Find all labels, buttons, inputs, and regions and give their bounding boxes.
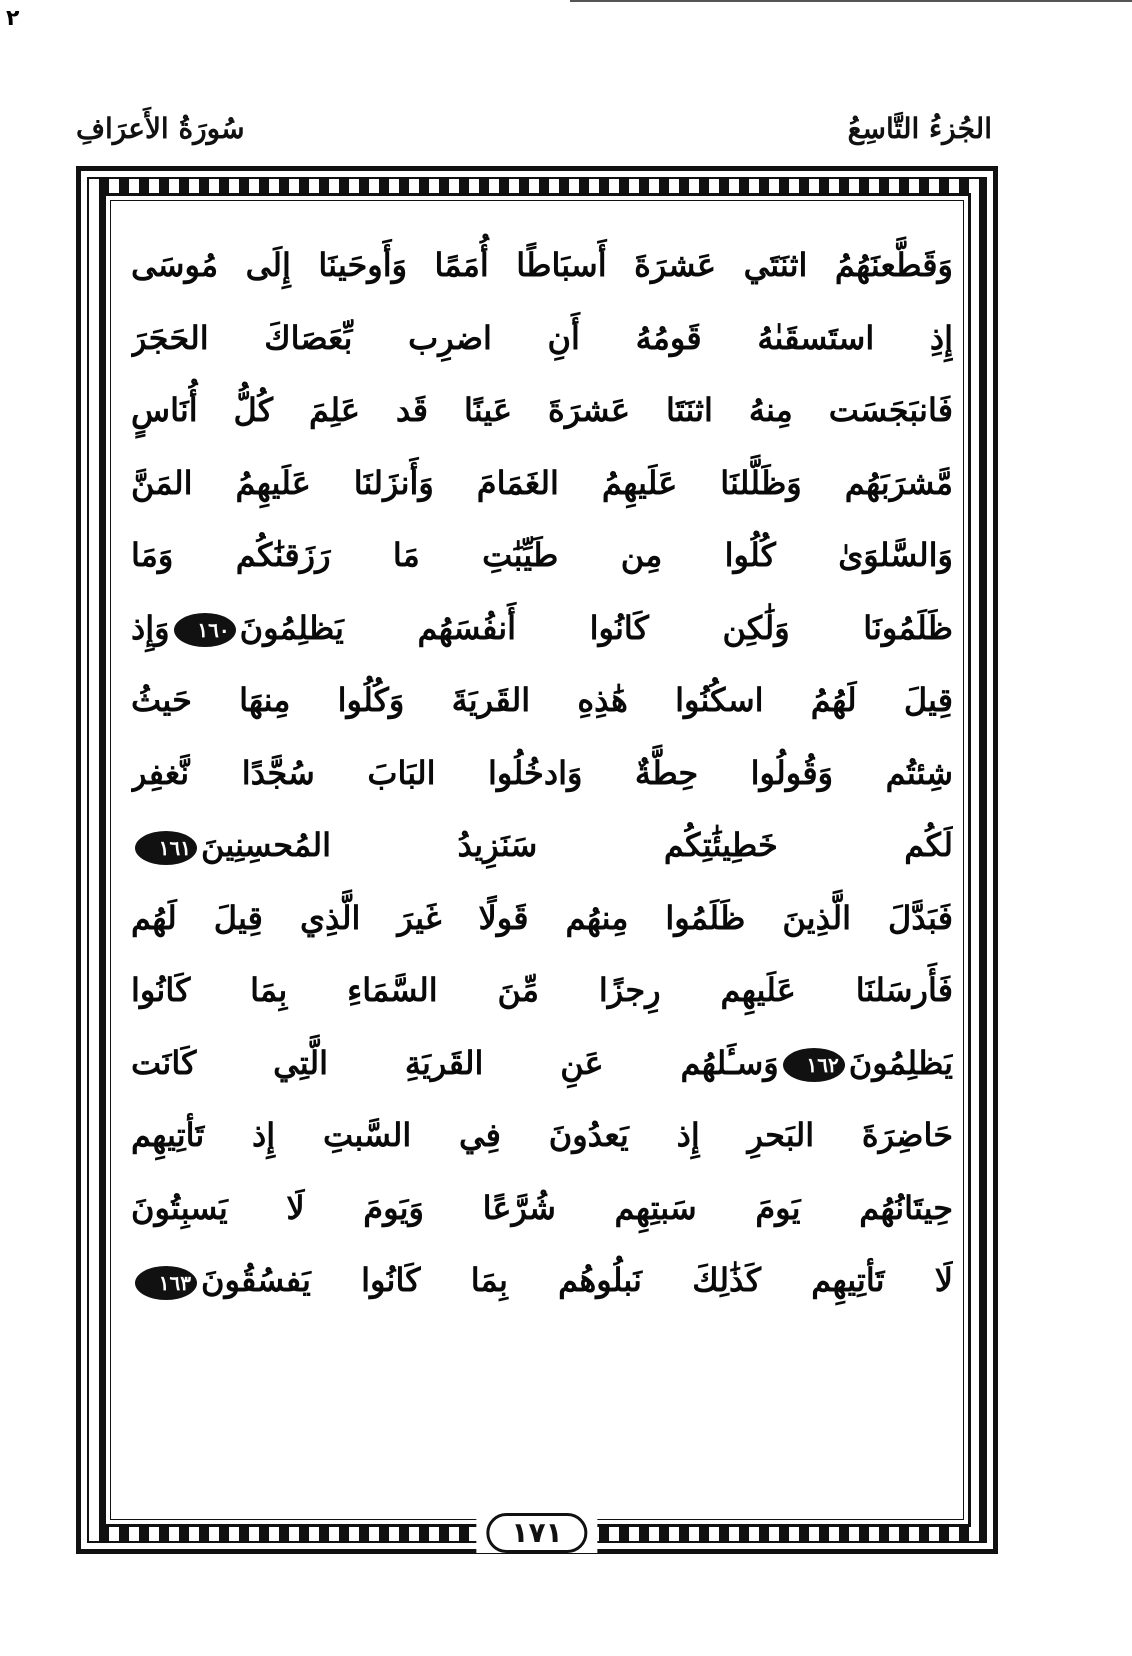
page-frame [76,166,998,1554]
ayah-number-marker: ١٦٠ [174,613,236,647]
verse-line [131,1027,953,1100]
verse-line [131,954,953,1027]
verse-text-area [131,229,953,1317]
verse-text: حِيتَانُهُم يَومَ سَبتِهِم شُرَّعًا وَيَومَ لَا يَسبِتُونَ [131,1188,953,1227]
verse-text: وَقَطَّعنَهُمُ اثنَتَي عَشرَةَ أَسبَاطًا أُمَمًا وَأَوحَينَا إِلَى مُوسَى [131,246,953,284]
verse-text: حَاضِرَةَ البَحرِ إِذ يَعدُونَ فِي السَّبتِ إِذ تَأتِيهِم [131,1116,953,1154]
verse-line [131,1172,953,1245]
verse-text: فَبَدَّلَ الَّذِينَ ظَلَمُوا مِنهُم قَولًا غَيرَ الَّذِي قِيلَ لَهُم [131,898,953,937]
verse-text-continued: وَإِذ [131,608,170,647]
verse-line [131,519,953,592]
verse-line [131,882,953,955]
verse-text-continued: وَسـَٔلهُم عَنِ القَريَةِ الَّتِي كَانَت [131,1043,779,1082]
ayah-number-marker: ١٦٣ [135,1266,197,1300]
page-number-wrap [476,1513,597,1553]
verse-text: ظَلَمُونَا وَلَٰكِن كَانُوا أَنفُسَهُم يَظلِمُونَ [239,608,953,647]
verse-text: فَأَرسَلنَا عَلَيهِم رِجزًا مِّنَ السَّمَاءِ بِمَا كَانُوا [131,971,953,1009]
verse-line [131,1099,953,1172]
verse-line [131,737,953,810]
ayah-number-marker: ١٦١ [135,831,197,865]
verse-line [131,229,953,302]
verse-text: فَانبَجَسَت مِنهُ اثنَتَا عَشرَةَ عَينًا قَد عَلِمَ كُلُّ أُنَاسٍ [131,391,953,429]
page-header [76,108,992,154]
verse-line [131,447,953,520]
verse-text: قِيلَ لَهُمُ اسكُنُوا هَٰذِهِ القَريَةَ وَكُلُوا مِنهَا حَيثُ [131,681,953,719]
top-rule [570,0,1132,2]
surah-title: سُورَةُ الأَعرَافِ [76,112,245,145]
juz-title: الجُزءُ التَّاسِعُ [847,112,992,145]
verse-text: يَظلِمُونَ [848,1043,953,1082]
verse-line [131,1244,953,1317]
verse-text: إِذِ استَسقَىٰهُ قَومُهُ أَنِ اضرِب بِّعَصَاكَ الحَجَرَ [131,318,953,357]
verse-line [131,302,953,375]
verse-text: لَا تَأتِيهِم كَذَٰلِكَ نَبلُوهُم بِمَا كَانُوا يَفسُقُونَ [201,1261,953,1299]
corner-mark: ٢ [6,6,20,31]
verse-text: مَّشرَبَهُم وَظَلَّلنَا عَلَيهِمُ الغَمَامَ وَأَنزَلنَا عَلَيهِمُ المَنَّ [131,463,953,502]
verse-line [131,374,953,447]
verse-line [131,809,953,882]
verse-line [131,592,953,665]
page-number: ١٧١ [486,1513,587,1553]
verse-text: شِئتُم وَقُولُوا حِطَّةٌ وَادخُلُوا البَابَ سُجَّدًا نَّغفِر [131,753,953,792]
ayah-number-marker: ١٦٢ [783,1048,845,1082]
verse-text: لَكُم خَطِيئَٰتِكُم سَنَزِيدُ المُحسِنِينَ [201,826,953,864]
verse-text: وَالسَّلوَىٰ كُلُوا مِن طَيِّبَٰتِ مَا رَزَقنَٰكُم وَمَا [131,536,953,574]
verse-line [131,664,953,737]
